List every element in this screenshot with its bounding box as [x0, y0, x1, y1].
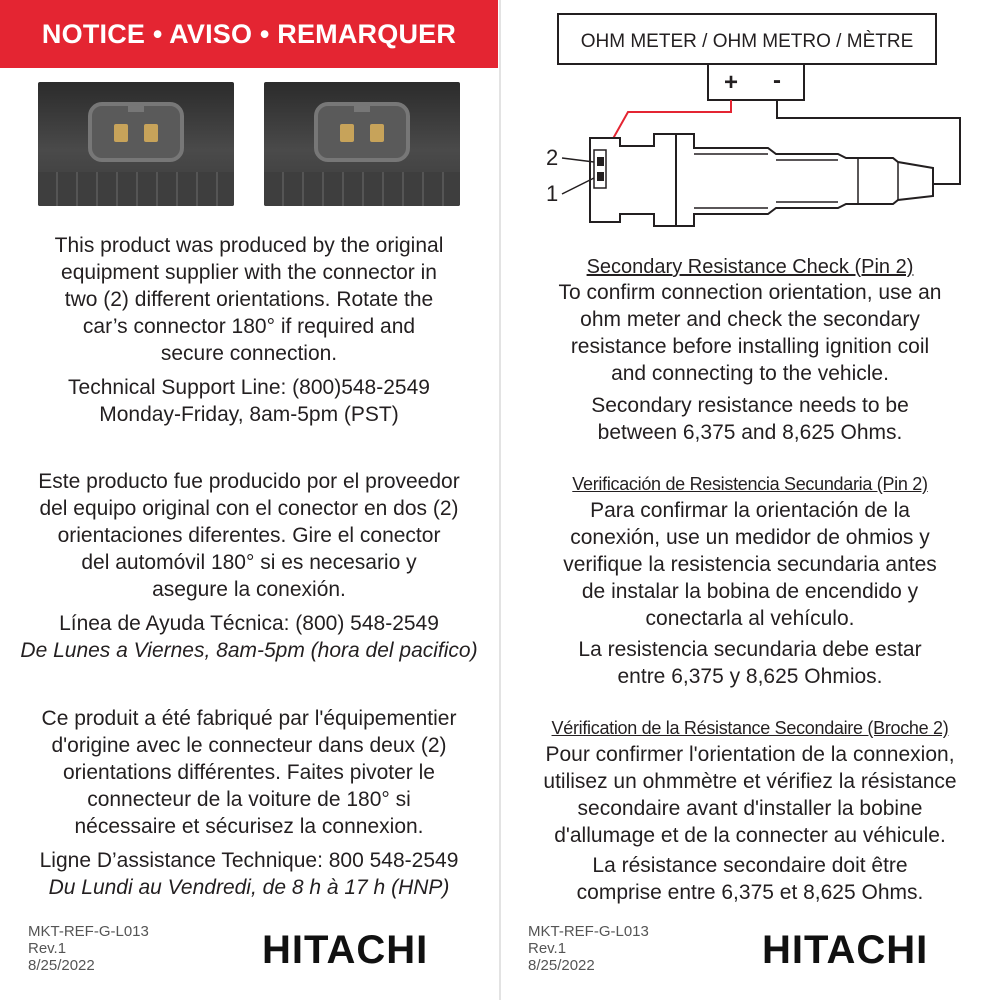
pin-1-label: 1: [546, 181, 559, 206]
french-body-line: Ce produit a été fabriqué par l'équipementier: [41, 707, 457, 730]
french-body-line: connecteur de la voiture de 180° si: [87, 788, 411, 811]
english-body-line: This product was produced by the original: [54, 234, 444, 257]
meter-terminal-box: [708, 64, 804, 100]
french-hours: Du Lundi au Vendredi, de 8 h à 17 h (HNP): [48, 876, 450, 899]
spanish-hours: De Lunes a Viernes, 8am-5pm (hora del pacifico): [20, 639, 478, 662]
french-check-line: d'allumage et de la connecter au véhicule.: [554, 824, 946, 847]
french-range-line: comprise entre 6,375 et 8,625 Ohms.: [576, 881, 924, 904]
french-check-line: secondaire avant d'installer la bobine: [577, 797, 923, 820]
english-check-line: and connecting to the vehicle.: [611, 362, 889, 385]
english-check-line: To confirm connection orientation, use an: [558, 281, 942, 304]
spanish-check-line: Para confirmar la orientación de la: [590, 499, 910, 522]
spanish-body-line: asegure la conexión.: [152, 578, 346, 601]
doc-date: 8/25/2022: [528, 957, 595, 974]
french-heading: Vérification de la Résistance Secondaire (Broche 2): [551, 718, 949, 738]
spanish-check-line: verifique la resistencia secundaria antes: [563, 553, 937, 576]
doc-revision: Rev.1: [28, 940, 67, 957]
spanish-heading: Verificación de Resistencia Secundaria (Pin 2): [572, 474, 928, 494]
ignition-coil-outline: [590, 134, 933, 226]
pin-2-label: 2: [546, 145, 559, 170]
spanish-check-line: de instalar la bobina de encendido y: [581, 580, 919, 603]
french-body-line: d'origine avec le connecteur dans deux (2): [51, 734, 447, 757]
minus-terminal-label: -: [773, 67, 781, 94]
english-support-line: Technical Support Line: (800)548-2549: [68, 376, 430, 399]
spanish-body-line: orientaciones diferentes. Gire el conector: [57, 524, 441, 547]
spanish-support-line: Línea de Ayuda Técnica: (800) 548-2549: [59, 612, 439, 635]
pin-1: [597, 172, 604, 181]
english-hours: Monday-Friday, 8am-5pm (PST): [99, 403, 399, 426]
english-body-line: equipment supplier with the connector in: [61, 261, 437, 284]
notice-banner: NOTICE • AVISO • REMARQUER: [0, 0, 498, 68]
connector-photo-1: [38, 82, 234, 206]
english-heading: Secondary Resistance Check (Pin 2): [586, 256, 914, 278]
spanish-body-line: Este producto fue producido por el proveedor: [38, 470, 460, 493]
english-body-line: car’s connector 180° if required and: [82, 315, 416, 338]
english-check-line: ohm meter and check the secondary: [580, 308, 920, 331]
spanish-body-line: del equipo original con el conector en dos (2): [39, 497, 459, 520]
doc-revision: Rev.1: [528, 940, 567, 957]
connector-photo-2: [264, 82, 460, 206]
doc-date: 8/25/2022: [28, 957, 95, 974]
plus-terminal-label: +: [723, 69, 739, 96]
ohm-meter-label: OHM METER / OHM METRO / MÈTRE: [580, 31, 914, 52]
pin-2: [597, 157, 604, 166]
french-check-line: Pour confirmer l'orientation de la connexion,: [545, 743, 955, 766]
french-support-line: Ligne D’assistance Technique: 800 548-2549: [39, 849, 459, 872]
french-check-line: utilisez un ohmmètre et vérifiez la résistance: [543, 770, 957, 793]
connector-housing: [594, 150, 606, 188]
doc-code: MKT-REF-G-L013: [528, 923, 649, 940]
spanish-body-line: del automóvil 180° si es necesario y: [81, 551, 417, 574]
english-body-line: two (2) different orientations. Rotate the: [64, 288, 434, 311]
doc-code: MKT-REF-G-L013: [28, 923, 149, 940]
spanish-range-line: entre 6,375 y 8,625 Ohmios.: [617, 665, 883, 688]
hitachi-logo: HITACHI: [262, 928, 429, 972]
ohm-meter-diagram: [528, 8, 978, 230]
spanish-check-line: conexión, use un medidor de ohmios y: [570, 526, 930, 549]
french-body-line: orientations différentes. Faites pivoter le: [63, 761, 435, 784]
french-range-line: La résistance secondaire doit être: [592, 854, 908, 877]
french-body-line: nécessaire et sécurisez la connexion.: [74, 815, 424, 838]
spanish-check-line: conectarla al vehículo.: [645, 607, 855, 630]
hitachi-logo: HITACHI: [762, 928, 929, 972]
english-check-line: resistance before installing ignition coil: [570, 335, 930, 358]
spanish-range-line: La resistencia secundaria debe estar: [578, 638, 922, 661]
english-range-line: between 6,375 and 8,625 Ohms.: [597, 421, 903, 444]
english-body-line: secure connection.: [160, 342, 338, 365]
english-range-line: Secondary resistance needs to be: [591, 394, 909, 417]
